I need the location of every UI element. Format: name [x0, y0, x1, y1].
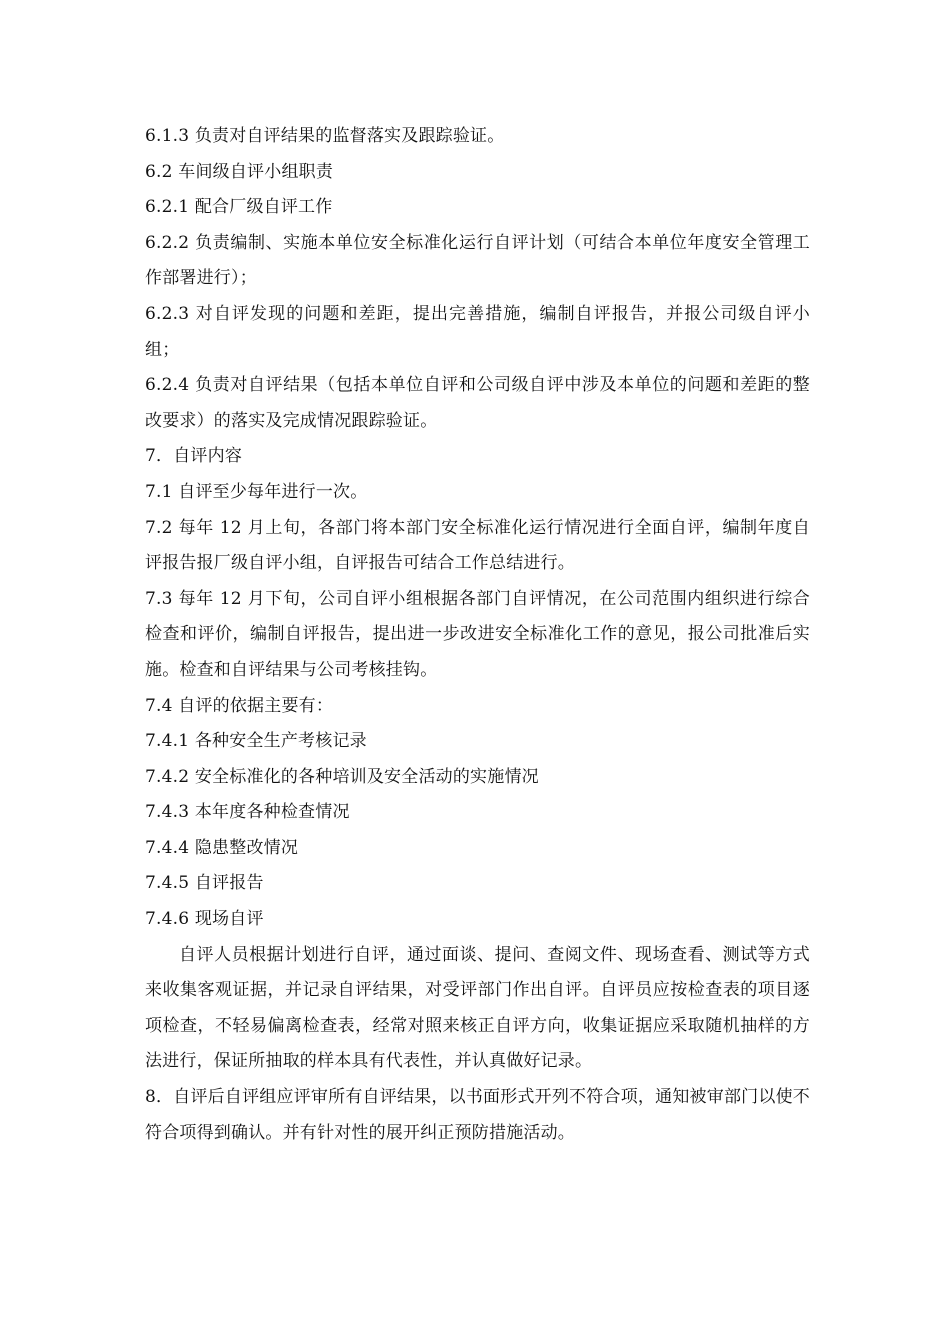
paragraph-7-2: 7.2 每年 12 月上旬，各部门将本部门安全标准化运行情况进行全面自评，编制年度自评报告报厂级自评小组，自评报告可结合工作总结进行。: [145, 517, 810, 574]
paragraph-7-1: 7.1 自评至少每年进行一次。: [145, 481, 368, 502]
list-item-7-4-2: 7.4.2 安全标准化的各种培训及安全活动的实施情况: [145, 766, 539, 787]
document-body: [145, 119, 810, 1151]
paragraph-7-3: 7.3 每年 12 月下旬，公司自评小组根据各部门自评情况，在公司范围内组织进行综合检查和评价，编制自评报告，提出进一步改进安全标准化工作的意见，报公司批准后实施。检查和自评结果与公司考核挂钩。: [145, 588, 810, 680]
list-item-7-4-3: 7.4.3 本年度各种检查情况: [145, 802, 350, 823]
heading-7-4: 7.4 自评的依据主要有：: [145, 695, 334, 716]
list-item-7-4-6: 7.4.6 现场自评: [145, 909, 264, 930]
paragraph-6-2-3: 6.2.3 对自评发现的问题和差距，提出完善措施，编制自评报告，并报公司级自评小组；: [145, 303, 810, 360]
paragraph-6-2-2: 6.2.2 负责编制、实施本单位安全标准化运行自评计划（可结合本单位年度安全管理工作部署进行）；: [145, 232, 810, 289]
paragraph-self-assessment-method: 自评人员根据计划进行自评，通过面谈、提问、查阅文件、现场查看、测试等方式来收集客观证据，并记录自评结果，对受评部门作出自评。自评员应按检查表的项目逐项检查，不轻易偏离检查表，经常对照来核正自评方向，收集证据应采取随机抽样的方法进行，保证所抽取的样本具有代表性，并认真做好记录。: [145, 944, 810, 1072]
heading-7: 7．自评内容: [145, 446, 243, 467]
list-item-7-4-5: 7.4.5 自评报告: [145, 873, 264, 894]
list-item-7-4-1: 7.4.1 各种安全生产考核记录: [145, 731, 367, 752]
heading-6-2: 6.2 车间级自评小组职责: [145, 161, 334, 182]
paragraph-6-2-1: 6.2.1 配合厂级自评工作: [145, 197, 333, 218]
paragraph-6-1-3: 6.1.3 负责对自评结果的监督落实及跟踪验证。: [145, 126, 505, 146]
list-item-7-4-4: 7.4.4 隐患整改情况: [145, 837, 299, 858]
paragraph-8: 8．自评后自评组应评审所有自评结果，以书面形式开列不符合项，通知被审部门以使不符合项得到确认。并有针对性的展开纠正预防措施活动。: [145, 1087, 810, 1143]
paragraph-6-2-4: 6.2.4 负责对自评结果（包括本单位自评和公司级自评中涉及本单位的问题和差距的整改要求）的落实及完成情况跟踪验证。: [145, 375, 810, 431]
